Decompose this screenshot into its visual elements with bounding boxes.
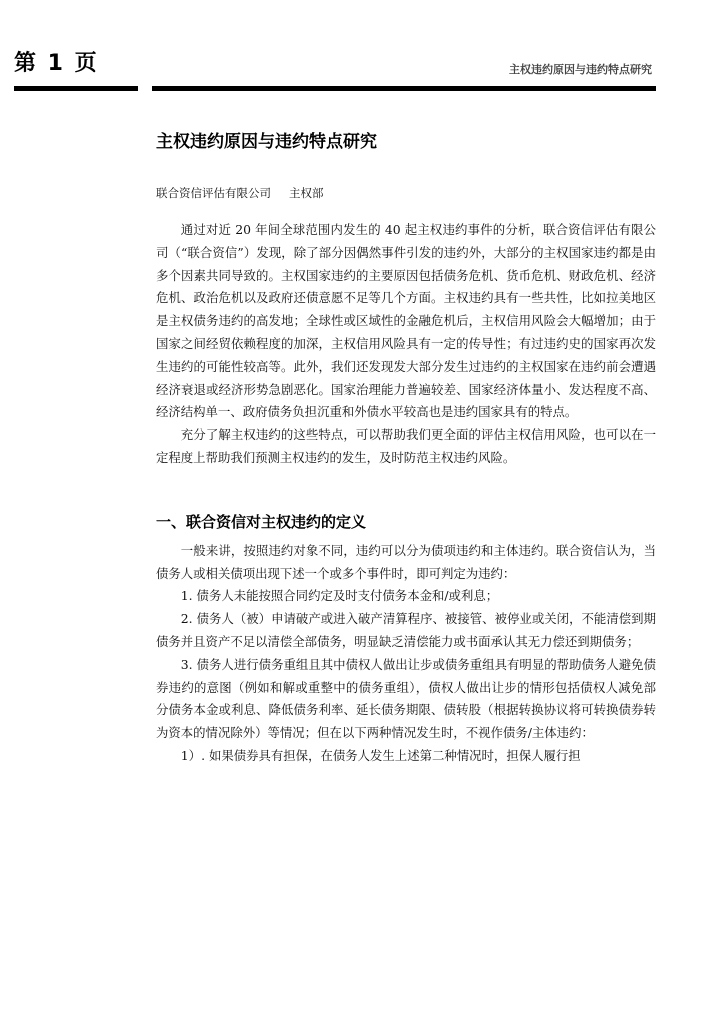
- default-criterion-item: 3. 债务人进行债务重组且其中债权人做出让步或债务重组具有明显的帮助债务人避免债券违约的意图（例如和解或重整中的债务重组），债权人做出让步的情形包括债权人减免部分债务本金或利息、降低债务利率、延长债务期限、债转股（根据转换协议将可转换债券转为资本的情况除外）等情况；但在以下两种情况发生时，不视作债务/主体违约：: [156, 656, 656, 741]
- author-line: [156, 185, 656, 201]
- section-heading: 一、联合资信对主权违约的定义: [156, 512, 367, 531]
- default-criterion-item: 1. 债务人未能按照合同约定及时支付债务本金和/或利息；: [180, 588, 499, 604]
- article-body: [156, 127, 656, 768]
- page-number: 第 1 页: [14, 51, 99, 76]
- section-paragraph: 一般来讲，按照违约对象不同，违约可以分为债项违约和主体违约。联合资信认为，当债务人或相关债项出现下述一个或多个事件时，即可判定为违约：: [156, 542, 656, 581]
- header-rule-right: [152, 86, 656, 91]
- exception-item: 1）. 如果债券具有担保，在债务人发生上述第二种情况时，担保人履行担: [180, 747, 581, 763]
- intro-paragraph: 充分了解主权违约的这些特点，可以帮助我们更全面的评估主权信用风险，也可以在一定程度上帮助我们预测主权违约的发生，及时防范主权违约风险。: [156, 427, 656, 465]
- default-criterion-item: 2. 债务人（被）申请破产或进入破产清算程序、被接管、被停业或关闭，不能清偿到期债务并且资产不足以清偿全部债务，明显缺乏清偿能力或书面承认其无力偿还到期债务；: [156, 611, 656, 649]
- article-title: 主权违约原因与违约特点研究: [156, 132, 377, 152]
- author-organization: 联合资信评估有限公司: [156, 186, 271, 200]
- running-title: 主权违约原因与违约特点研究: [509, 63, 652, 76]
- author-department: 主权部: [289, 186, 324, 200]
- intro-paragraph: 通过对近 20 年间全球范围内发生的 40 起主权违约事件的分析，联合资信评估有限公司（“联合资信”）发现，除了部分因偶然事件引发的违约外，大部分的主权国家违约都是由多个因素共同导致的。主权国家违约的主要原因包括债务危机、货币危机、财政危机、经济危机、政治危机以及政府还债意愿不足等几个方面。主权违约具有一些共性，比如拉美地区是主权债务违约的高发地；全球性或区域性的金融危机后，主权信用风险会大幅增加；由于国家之间经贸依赖程度的加深，主权信用风险具有一定的传导性；有过违约史的国家再次发生违约的可能性较高等。此外，我们还发现发大部分发生过违约的主权国家在违约前会遭遇经济衰退或经济形势急剧恶化。国家治理能力普遍较差、国家经济体量小、发达程度不高、经济结构单一、政府债务负担沉重和外债水平较高也是违约国家具有的特点。: [156, 222, 656, 420]
- header-rule-left: [14, 86, 138, 91]
